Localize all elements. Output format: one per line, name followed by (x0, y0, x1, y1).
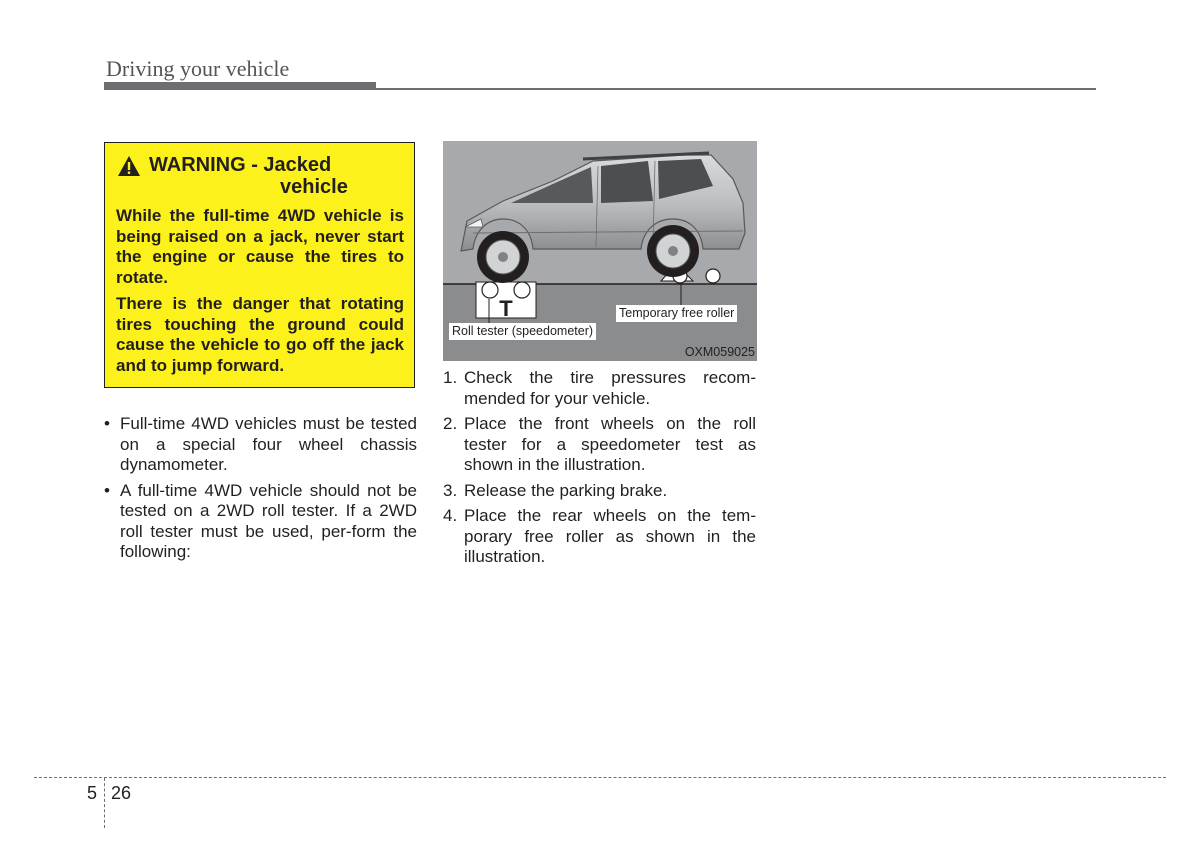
bullet-marker: • (104, 480, 110, 500)
figure-code: OXM059025 (684, 345, 755, 359)
warning-paragraph-2: There is the danger that rotating tires touching the ground could cause the vehicle to go off the jack and to jump forward. (116, 294, 404, 375)
roll-tester-illustration (443, 141, 757, 361)
bullet-text: A full-time 4WD vehicle should not be tested on a 2WD roll tester. If a 2WD roll tester must be used, per-form the following: (120, 480, 417, 561)
step-number: 4. (443, 506, 458, 525)
step-item-2 (443, 414, 756, 476)
bullet-marker: • (104, 414, 110, 433)
bullet-item-2 (104, 481, 417, 563)
step-text: Release the parking brake. (464, 480, 668, 500)
page-number: 26 (111, 783, 132, 803)
header-rule-thick (104, 82, 376, 90)
bullet-item-1 (104, 414, 417, 476)
header-rule-thin (376, 88, 1096, 90)
step-number: 2. (443, 414, 458, 433)
tester-mark: T (499, 296, 513, 321)
warning-box (104, 142, 415, 388)
step-item-1 (443, 368, 756, 409)
chapter-number: 5 (87, 783, 98, 803)
roll-tester-label: Roll tester (speedometer) (449, 323, 596, 340)
warning-paragraph-1: While the full-time 4WD vehicle is being raised on a jack, never start the engine or cause the tires to rotate. (116, 206, 404, 287)
step-number: 3. (443, 480, 458, 500)
step-item-3 (443, 481, 756, 502)
footer-divider (34, 777, 1166, 778)
section-title: Driving your vehicle (106, 56, 290, 81)
warning-title (116, 154, 404, 200)
step-text: Place the front wheels on the roll tester for a speedometer test as shown in the illustration. (464, 414, 756, 474)
step-number: 1. (443, 368, 458, 387)
warning-triangle-icon (118, 156, 140, 176)
footer-page-divider (104, 778, 105, 828)
step-item-4 (443, 506, 756, 568)
step-list (443, 368, 756, 573)
step-text: Check the tire pressures recom-mended for your vehicle. (464, 368, 756, 408)
bullet-list (104, 414, 417, 568)
step-text: Place the rear wheels on the tem-porary free roller as shown in the illustration. (464, 506, 756, 566)
warning-title-line1: WARNING - Jacked (149, 154, 332, 176)
free-roller-label: Temporary free roller (616, 305, 737, 322)
warning-title-line2: vehicle (280, 176, 348, 198)
bullet-text: Full-time 4WD vehicles must be tested on a special four wheel chassis dynamometer. (120, 414, 417, 474)
